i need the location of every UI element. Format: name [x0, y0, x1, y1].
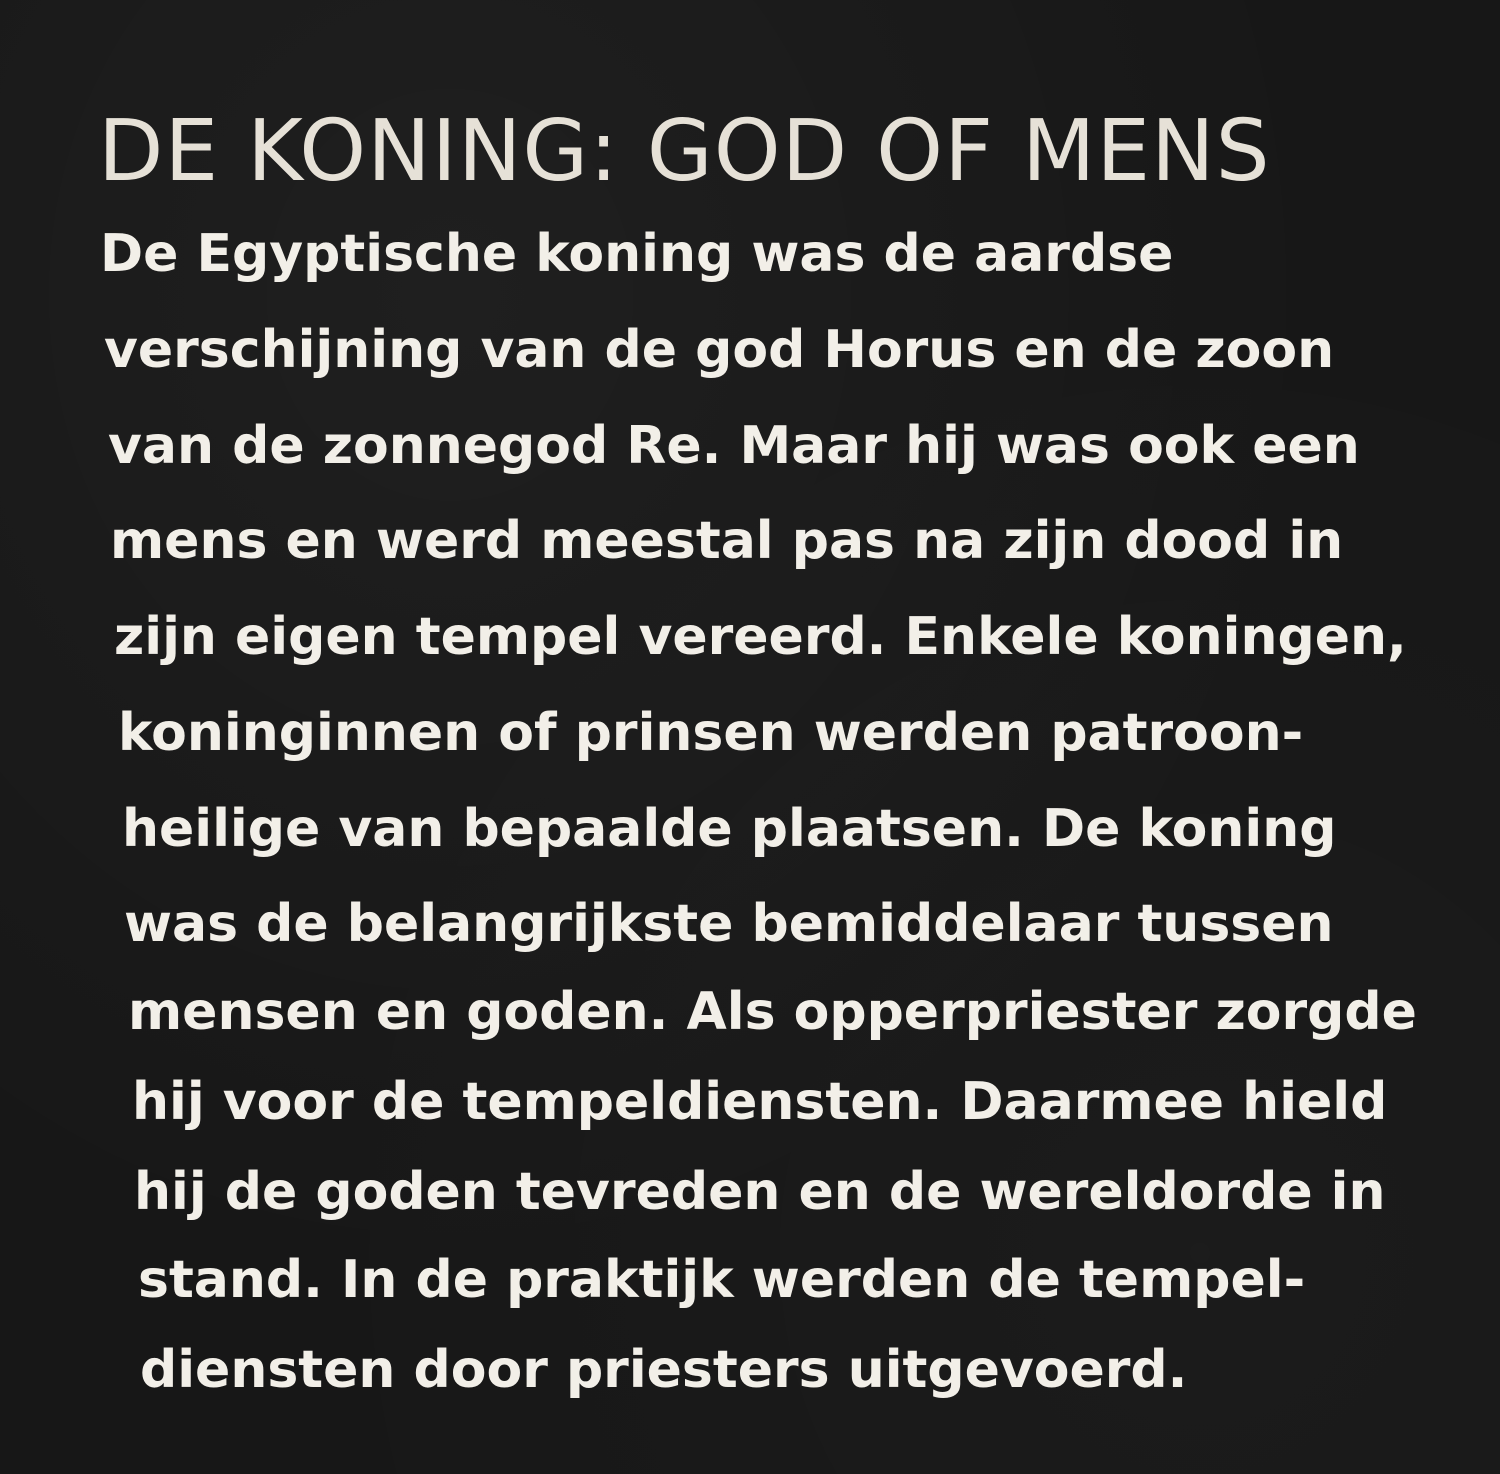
- body-line: verschijning van de god Horus en de zoon: [104, 320, 1335, 380]
- body-line: diensten door priesters uitgevoerd.: [140, 1340, 1188, 1400]
- body-line: De Egyptische koning was de aardse: [100, 224, 1174, 284]
- body-line: hij de goden tevreden en de wereldorde in: [134, 1162, 1386, 1222]
- body-line: heilige van bepaalde plaatsen. De koning: [122, 799, 1337, 859]
- body-line: mensen en goden. Als opperpriester zorgde: [128, 982, 1417, 1042]
- panel-title: DE KONING: GOD OF MENS: [98, 102, 1271, 201]
- body-line: van de zonnegod Re. Maar hij was ook een: [108, 416, 1360, 476]
- body-line: stand. In de praktijk werden de tempel-: [138, 1250, 1306, 1310]
- body-line: koninginnen of prinsen werden patroon-: [118, 703, 1304, 763]
- body-line: zijn eigen tempel vereerd. Enkele koningen,: [114, 607, 1407, 667]
- body-line: hij voor de tempeldiensten. Daarmee hield: [132, 1072, 1388, 1132]
- body-line: mens en werd meestal pas na zijn dood in: [110, 511, 1344, 571]
- body-line: was de belangrijkste bemiddelaar tussen: [124, 894, 1334, 954]
